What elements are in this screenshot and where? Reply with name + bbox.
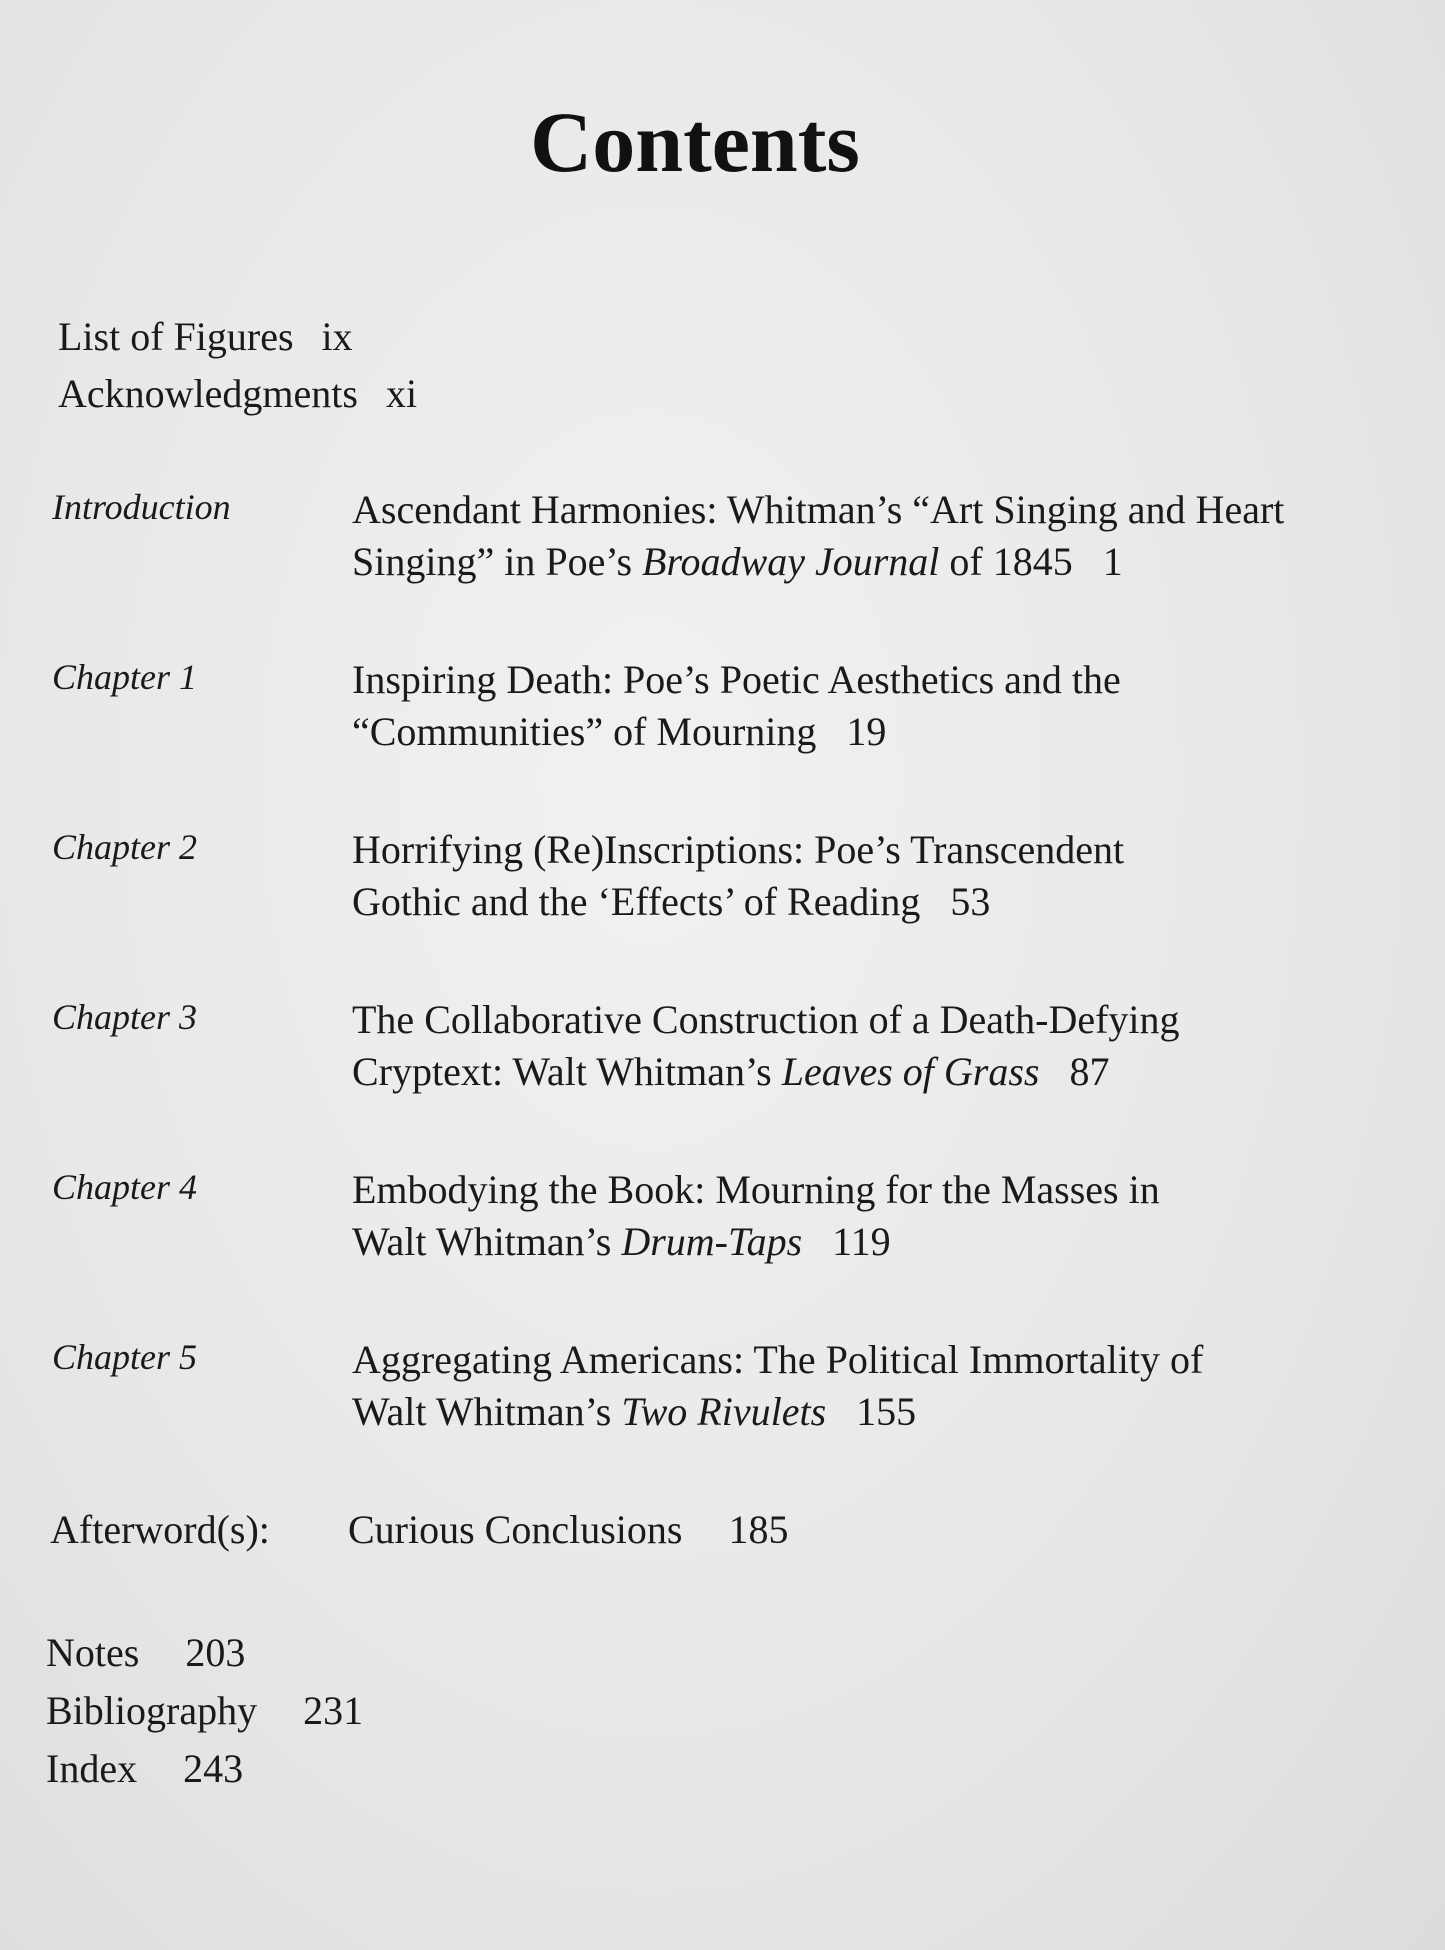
entry-label: Chapter 4	[52, 1167, 198, 1207]
title-text: “Communities” of Mourning	[352, 709, 817, 754]
entry-title-line	[352, 1216, 1352, 1268]
entry-title	[352, 1164, 1352, 1268]
entry-title-line: Inspiring Death: Poe’s Poetic Aesthetics and the	[352, 657, 1121, 702]
entry-title	[352, 654, 1352, 758]
entry-page: 1	[1102, 539, 1123, 584]
entry-title-line: Ascendant Harmonies: Whitman’s “Art Singing and Heart	[352, 487, 1285, 532]
front-matter-page: xi	[385, 371, 418, 416]
entry-title	[352, 994, 1352, 1098]
back-matter-page: 203	[185, 1630, 246, 1675]
title-text: Walt Whitman’s	[352, 1219, 622, 1264]
entry-title-line: The Collaborative Construction of a Death-Defying	[352, 997, 1180, 1042]
entry-page: 53	[950, 879, 991, 924]
front-matter-list	[58, 308, 417, 422]
entry-title-line: Embodying the Book: Mourning for the Masses in	[352, 1167, 1160, 1212]
title-text: Gothic and the ‘Effects’ of Reading	[352, 879, 921, 924]
title-text: Walt Whitman’s	[352, 1389, 622, 1434]
back-matter-page: 231	[303, 1688, 364, 1733]
entry-page: 87	[1069, 1049, 1110, 1094]
front-matter-page: ix	[321, 314, 353, 359]
title-italic: Broadway Journal	[642, 539, 940, 584]
entry-title-line	[352, 706, 1352, 758]
title-text: Curious Conclusions	[348, 1507, 683, 1552]
title-text: Singing” in Poe’s	[352, 539, 643, 584]
front-matter-label: Acknowledgments	[58, 371, 358, 416]
entry-title	[348, 1506, 788, 1553]
title-italic: Drum-Taps	[621, 1219, 803, 1264]
entry-title-line	[352, 876, 1352, 928]
back-matter-label: Notes	[46, 1630, 140, 1675]
entry-label: Introduction	[52, 487, 231, 527]
title-text: of 1845	[939, 539, 1073, 584]
back-matter-page: 243	[183, 1746, 244, 1791]
entry-title-line: Horrifying (Re)Inscriptions: Poe’s Transcendent	[352, 827, 1125, 872]
back-matter-list	[46, 1624, 363, 1798]
title-italic: Two Rivulets	[621, 1389, 827, 1434]
entry-page: 19	[846, 709, 887, 754]
entry-page: 155	[856, 1389, 917, 1434]
entry-title-line: Aggregating Americans: The Political Immortality of	[352, 1337, 1204, 1382]
entry-title-line	[352, 536, 1352, 588]
back-matter-label: Index	[46, 1746, 138, 1791]
entry-page: 119	[832, 1219, 891, 1264]
entry-title-line	[352, 1046, 1352, 1098]
entry-title	[352, 484, 1352, 588]
toc-entry-afterword	[50, 1506, 789, 1553]
back-matter-label: Bibliography	[46, 1688, 258, 1733]
entry-label: Chapter 5	[52, 1337, 198, 1377]
entry-title	[352, 824, 1352, 928]
front-matter-item	[58, 365, 417, 422]
back-matter-item	[46, 1740, 363, 1798]
entry-label: Chapter 2	[52, 827, 198, 867]
page-title: Contents	[530, 94, 860, 190]
entry-label: Chapter 3	[52, 997, 198, 1037]
title-italic: Leaves of Grass	[781, 1049, 1040, 1094]
front-matter-label: List of Figures	[58, 314, 294, 359]
entry-title	[352, 1334, 1352, 1438]
entry-page: 185	[728, 1507, 789, 1552]
entry-label: Afterword(s):	[50, 1507, 270, 1552]
title-text: Cryptext: Walt Whitman’s	[352, 1049, 782, 1094]
back-matter-item	[46, 1624, 363, 1682]
back-matter-item	[46, 1682, 363, 1740]
entry-title-line	[352, 1386, 1352, 1438]
front-matter-item	[58, 308, 417, 365]
entry-label: Chapter 1	[52, 657, 198, 697]
